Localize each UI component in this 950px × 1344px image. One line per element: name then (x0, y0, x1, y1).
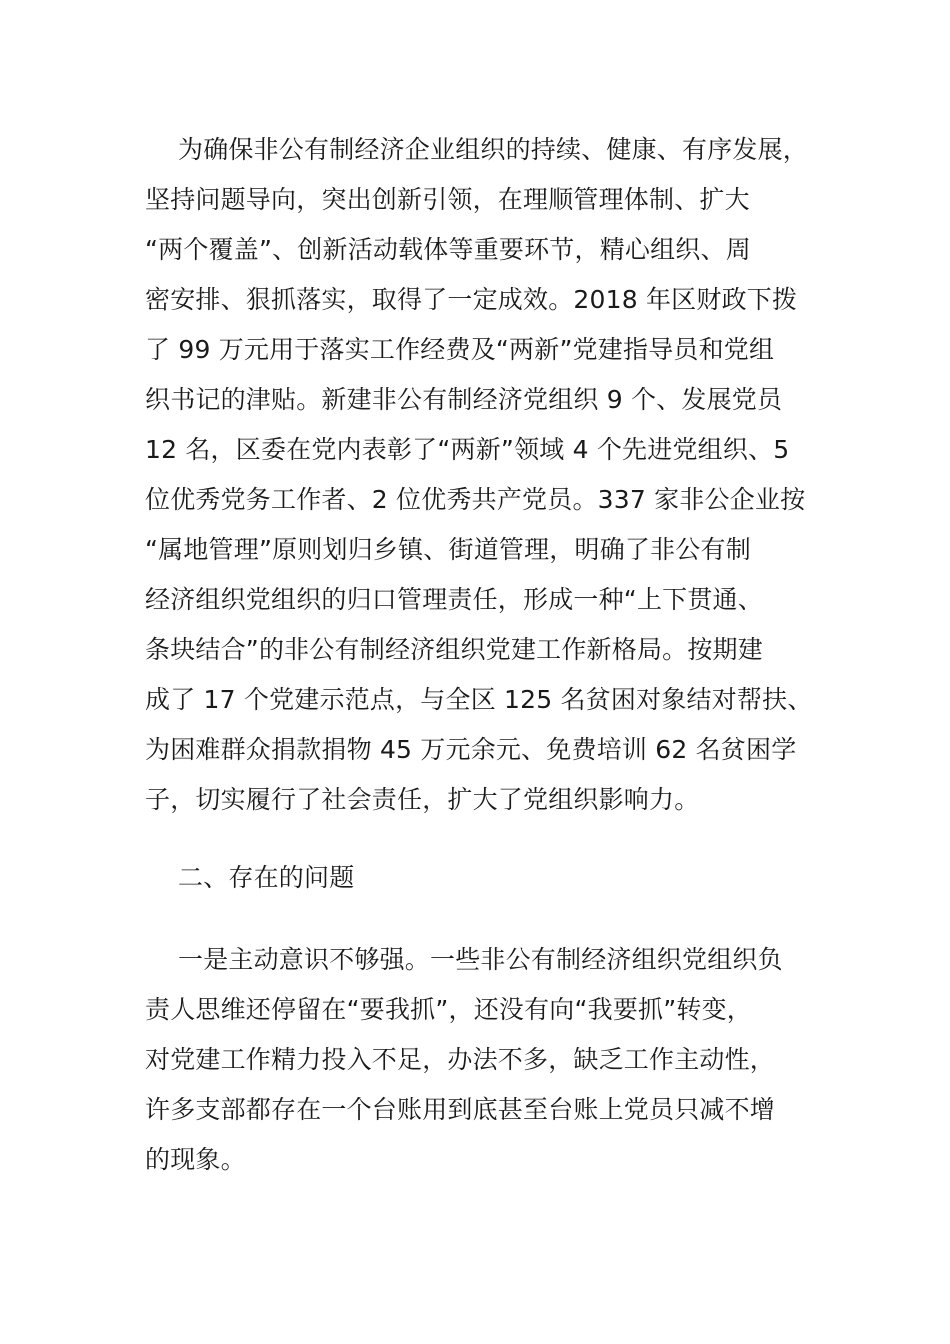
text-line: 位优秀党务工作者、2 位优秀共产党员。337 家非公企业按 (145, 485, 806, 514)
text-line: “属地管理”原则划归乡镇、街道管理，明确了非公有制 (145, 535, 751, 564)
text-line: 的现象。 (145, 1145, 246, 1174)
text-line: 对党建工作精力投入不足，办法不多，缺乏工作主动性， (145, 1045, 776, 1074)
text-line: 责人思维还停留在“要我抓”，还没有向“我要抓”转变， (145, 995, 753, 1024)
text-line: 条块结合”的非公有制经济组织党建工作新格局。按期建 (145, 635, 763, 664)
text-line: 了 99 万元用于落实工作经费及“两新”党建指导员和党组 (145, 335, 775, 364)
text-line: 坚持问题导向，突出创新引领，在理顺管理体制、扩大 (145, 185, 750, 214)
text-line: 织书记的津贴。新建非公有制经济党组织 9 个、发展党员 (145, 385, 783, 414)
section-heading-text: 二、存在的问题 (178, 863, 355, 892)
text-line: 子，切实履行了社会责任，扩大了党组织影响力。 (145, 785, 700, 814)
text-line: 许多支部都存在一个台账用到底甚至台账上党员只减不增 (145, 1095, 776, 1124)
text-line: 为确保非公有制经济企业组织的持续、健康、有序发展， (178, 135, 809, 164)
text-line: 一是主动意识不够强。一些非公有制经济组织党组织负 (178, 945, 783, 974)
text-line: 密安排、狠抓落实，取得了一定成效。2018 年区财政下拨 (145, 285, 798, 314)
text-line: 为困难群众捐款捐物 45 万元余元、免费培训 62 名贫困学 (145, 735, 797, 764)
text-line: “两个覆盖”、创新活动载体等重要环节，精心组织、周 (145, 235, 751, 264)
section-heading-problems (145, 859, 810, 909)
paragraph-achievements (145, 131, 813, 831)
text-line: 成了 17 个党建示范点，与全区 125 名贫困对象结对帮扶、 (145, 685, 813, 714)
text-line: 经济组织党组织的归口管理责任，形成一种“上下贯通、 (145, 585, 763, 614)
text-line: 12 名，区委在党内表彰了“两新”领域 4 个先进党组织、5 (145, 435, 790, 464)
paragraph-problem-one (145, 941, 810, 1191)
